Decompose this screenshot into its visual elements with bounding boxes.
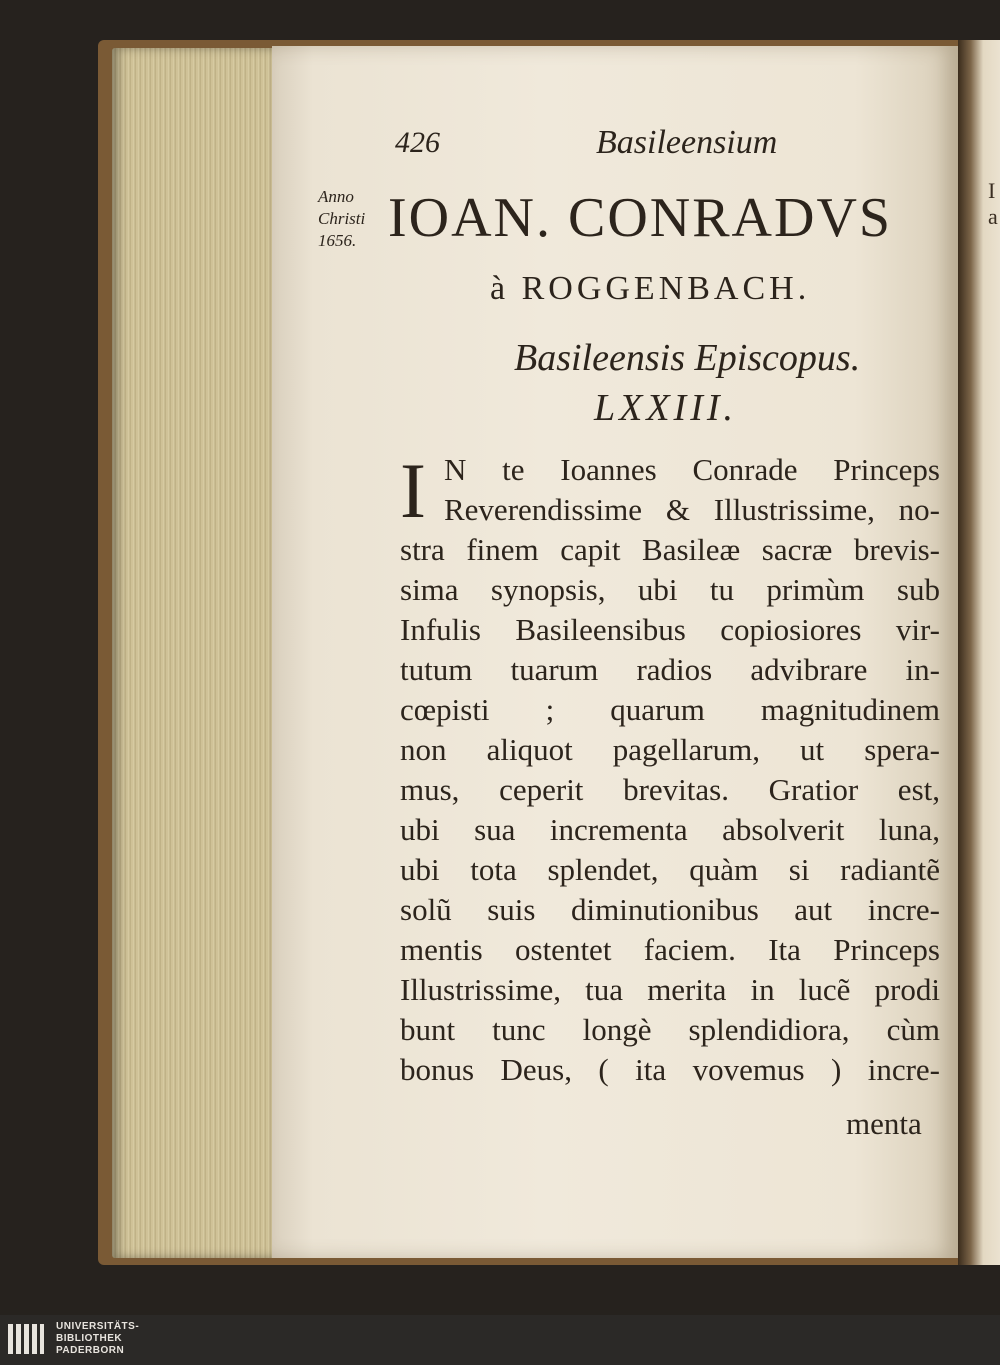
margin-note: [318, 186, 398, 252]
library-name-line: BIBLIOTHEK: [56, 1333, 123, 1344]
library-logo-icon: [6, 1320, 46, 1360]
library-name-line: UNIVERSITÄTS-: [56, 1321, 140, 1332]
library-name-line: PADERBORN: [56, 1345, 125, 1356]
margin-note-line: 1656.: [318, 231, 357, 250]
text-line: mus, ceperit brevitas. Gratior est,: [400, 772, 940, 807]
margin-note-line: Anno: [318, 187, 354, 206]
next-page-char: a: [988, 204, 998, 229]
next-page-char: I: [988, 178, 996, 203]
text-line: Illustrissime, tua merita in lucẽ prodi: [400, 972, 940, 1007]
margin-note-line: Christi: [318, 209, 366, 228]
library-logo-bar: [0, 1315, 1000, 1365]
chapter-ordinal: LXXIII.: [594, 387, 738, 429]
text-line: mentis ostentet faciem. Ita Princeps: [400, 932, 940, 967]
next-page-fragment: [988, 178, 998, 230]
catchword: menta: [846, 1106, 922, 1141]
page-number: 426: [395, 126, 440, 159]
text-line: Infulis Basileensibus copiosiores vir-: [400, 612, 940, 647]
text-line: non aliquot pagellarum, ut spera-: [400, 732, 940, 767]
body-text: [400, 447, 940, 1090]
text-line: bonus Deus, ( ita vovemus ) incre-: [400, 1052, 940, 1087]
text-line: Reverendissime & Illustrissime, no-: [444, 492, 940, 527]
drop-cap: I: [400, 447, 426, 534]
running-head: Basileensium: [596, 124, 778, 161]
text-line: sima synopsis, ubi tu primùm sub: [400, 572, 940, 607]
chapter-title: IOAN. CONRADVS: [388, 187, 893, 249]
text-line: stra finem capit Basileæ sacræ brevis-: [400, 532, 940, 567]
text-line: ubi sua incrementa absolverit luna,: [400, 812, 940, 847]
page-edges: [112, 48, 272, 1258]
library-name: [56, 1321, 139, 1357]
chapter-subtitle: à ROGGENBACH.: [490, 270, 811, 307]
text-line: tutum tuarum radios advibrare in-: [400, 652, 940, 687]
text-line: N te Ioannes Conrade Princeps: [444, 452, 940, 487]
text-line: cœpisti ; quarum magnitudinem: [400, 692, 940, 727]
text-line: solũ suis diminutionibus aut incre-: [400, 892, 940, 927]
text-line: ubi tota splendet, quàm si radiantẽ: [400, 852, 940, 887]
text-line: bunt tunc longè splendidiora, cùm: [400, 1012, 940, 1047]
chapter-see: Basileensis Episcopus.: [514, 337, 861, 379]
